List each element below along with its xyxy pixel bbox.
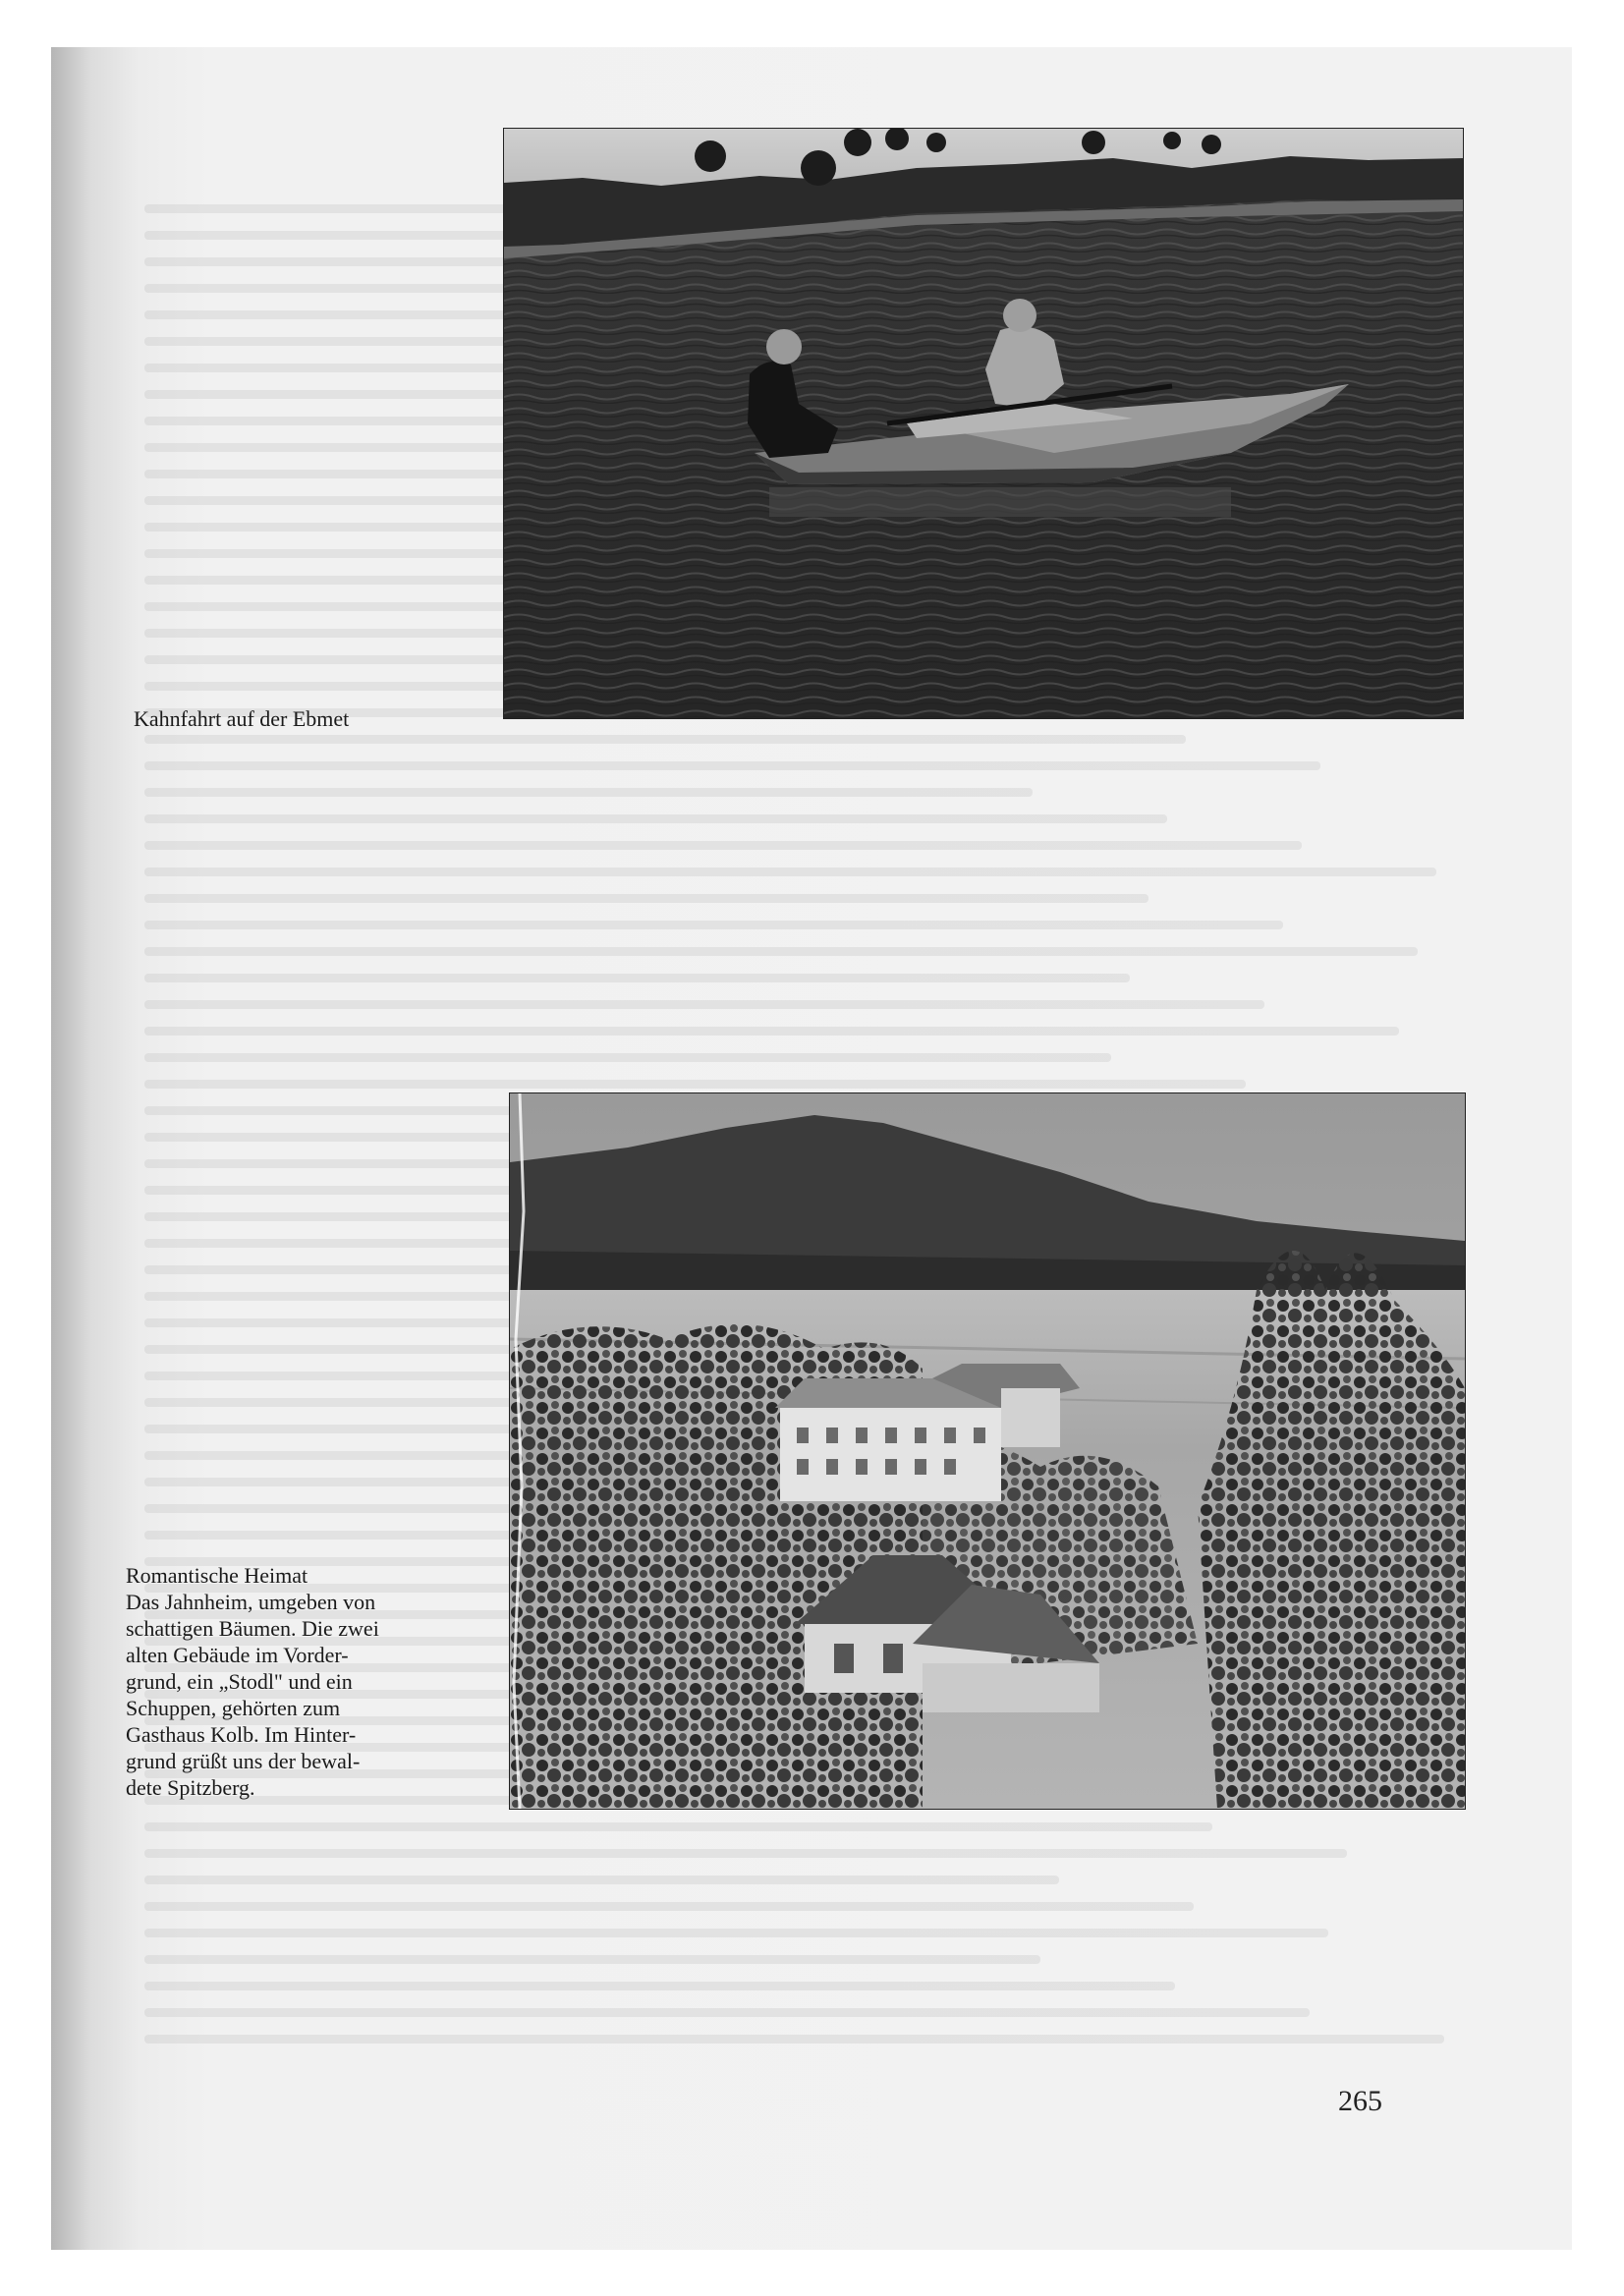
show-through-line <box>144 1849 1347 1858</box>
show-through-line <box>144 868 1436 876</box>
show-through-line <box>144 841 1302 850</box>
scan-margin-bottom <box>0 2250 1624 2296</box>
scan-margin-left <box>0 0 51 2296</box>
show-through-line <box>144 761 1320 770</box>
show-through-line <box>144 788 1033 797</box>
show-through-line <box>144 894 1148 903</box>
jahnheim-photo-image <box>510 1093 1465 1809</box>
show-through-line <box>144 1027 1399 1036</box>
scan-margin-top <box>0 0 1624 47</box>
show-through-line <box>144 2008 1310 2017</box>
show-through-line <box>144 1053 1111 1062</box>
lake-photo-image <box>504 129 1463 718</box>
show-through-line <box>144 947 1418 956</box>
show-through-line <box>144 974 1130 982</box>
page-number: 265 <box>1338 2085 1382 2117</box>
photo-jahnheim <box>509 1092 1466 1810</box>
caption-line: Schuppen, gehörten zum <box>126 1696 341 1720</box>
caption-jahnheim-photo <box>126 1562 460 1801</box>
show-through-line <box>144 1982 1175 1990</box>
caption-line: grund grüßt uns der bewal- <box>126 1749 361 1773</box>
caption-title: Romantische Heimat <box>126 1563 308 1588</box>
show-through-line <box>144 1822 1212 1831</box>
scan-margin-right <box>1572 0 1624 2296</box>
show-through-line <box>144 1929 1328 1937</box>
show-through-line <box>144 814 1167 823</box>
caption-boat-photo: Kahnfahrt auf der Ebmet <box>134 706 350 731</box>
show-through-line <box>144 1876 1059 1884</box>
show-through-line <box>144 1902 1194 1911</box>
photo-boat-on-lake <box>503 128 1464 719</box>
caption-line: dete Spitzberg. <box>126 1775 255 1800</box>
show-through-line <box>144 1955 1040 1964</box>
show-through-line <box>144 2035 1444 2044</box>
caption-line: grund, ein „Stodl" und ein <box>126 1669 353 1694</box>
caption-line: Das Jahnheim, umgeben von <box>126 1590 376 1614</box>
caption-line: Gasthaus Kolb. Im Hinter- <box>126 1722 357 1747</box>
caption-line: alten Gebäude im Vorder- <box>126 1643 349 1667</box>
show-through-line <box>144 1000 1264 1009</box>
caption-line: schattigen Bäumen. Die zwei <box>126 1616 379 1641</box>
show-through-line <box>144 921 1283 929</box>
show-through-line <box>144 1080 1246 1089</box>
show-through-line <box>144 735 1186 744</box>
